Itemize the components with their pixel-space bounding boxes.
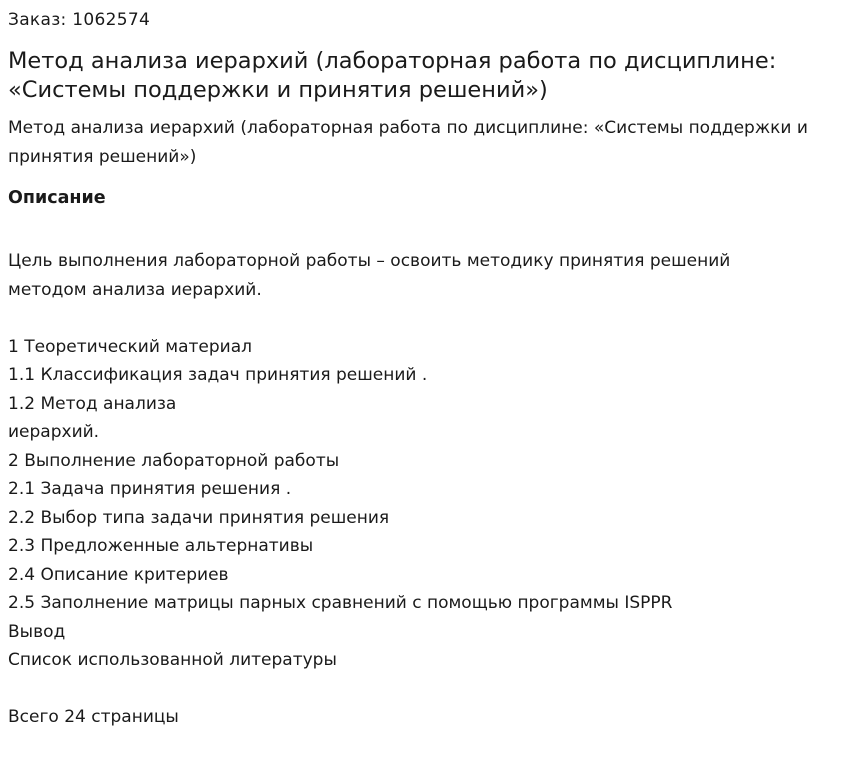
contents-item: Вывод [8,621,66,642]
contents-item: 1.2 Метод анализа [8,393,177,414]
description-body [8,247,838,732]
contents-item: 2.1 Задача принятия решения . [8,479,292,499]
page-count: Всего 24 страницы [8,707,179,727]
contents-item: 2.4 Описание критериев [8,564,229,585]
document-title: Метод анализа иерархий (лабораторная работа по дисциплине: «Системы поддержки и принятия решений») [8,48,777,103]
document-subtitle: Метод анализа иерархий (лабораторная работа по дисциплине: «Системы поддержки и принятия решений») [8,118,808,167]
order-number: Заказ: 1062574 [8,10,151,30]
contents-item: 2 Выполнение лабораторной работы [8,450,340,471]
contents-item: Список использованной литературы [8,650,337,670]
contents-item: 2.3 Предложенные альтернативы [8,536,314,556]
contents-item: 1 Теоретический материал [8,336,253,357]
contents-item: 1.1 Классификация задач принятия решений . [8,365,428,385]
goal-line: Цель выполнения лабораторной работы – освоить методику принятия решений [8,251,731,271]
goal-line: методом анализа иерархий. [8,279,262,300]
blank-line [8,675,838,704]
blank-line [8,304,838,333]
contents-item: 2.2 Выбор типа задачи принятия решения [8,507,390,528]
contents-item: иерархий. [8,422,100,442]
description-heading: Описание [8,188,106,208]
contents-item: 2.5 Заполнение матрицы парных сравнений с помощью программы ISPPR [8,593,673,613]
